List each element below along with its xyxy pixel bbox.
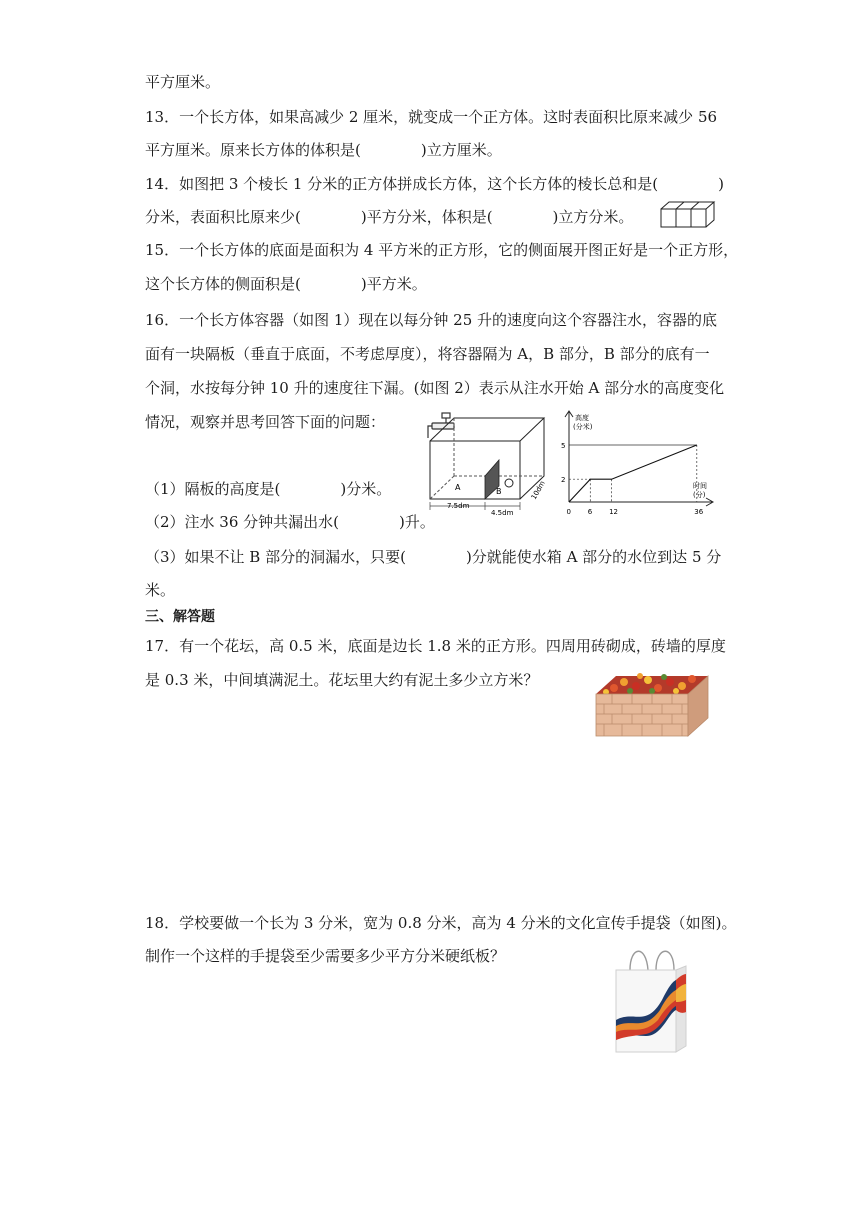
question-16-line1: 16．一个长方体容器（如图 1）现在以每分钟 25 升的速度向这个容器注水，容器的底 [145,311,718,329]
height-time-chart [557,406,717,516]
question-16-line4: 情况，观察并思考回答下面的问题： [145,413,386,431]
dimension-b: 4.5dm [491,509,514,517]
question-16-sub2: （2）注水 36 分钟共漏出水( )升。 [145,513,435,531]
question-16-line3: 个洞，水按每分钟 10 升的速度往下漏。(如图 2）表示从注水开始 A 部分水的高度变化 [145,379,725,397]
flower-bed-illustration [592,664,710,738]
leak-hole [505,479,513,487]
continuation-text: 平方厘米。 [145,73,221,91]
question-16-sub1: （1）隔板的高度是( )分米。 [145,480,392,498]
question-16-sub3: （3）如果不让 B 部分的洞漏水，只要( )分就能使水箱 A 部分的水位到达 5 分 [145,548,722,566]
question-14-line1: 14．如图把 3 个棱长 1 分米的正方体拼成长方体，这个长方体的棱长总和是( ) [145,175,724,193]
y-axis-unit: (分米) [573,423,593,431]
dimension-depth: 10dm [529,479,547,501]
question-13-line1: 13．一个长方体，如果高减少 2 厘米，就变成一个正方体。这时表面积比原来减少 56 [145,108,718,126]
x-axis-unit: (分) [693,491,706,499]
y-tick-label-5: 5 [561,442,566,450]
question-17-line1: 17．有一个花坛，高 0.5 米，底面是边长 1.8 米的正方形。四周用砖砌成，砖墙的厚度 [145,637,726,655]
question-15-line1: 15．一个长方体的底面是面积为 4 平方米的正方形，它的侧面展开图正好是一个正方形， [145,241,739,259]
y-axis-label: 高度 [575,414,589,422]
section-a-label: A [455,483,461,492]
x-tick-label-12: 12 [609,508,619,516]
x-axis-label: 时间 [693,482,707,490]
y-tick-label-2: 2 [561,476,566,485]
shopping-bag-illustration [606,940,692,1060]
section-heading: 三、解答题 [145,609,215,625]
series-line [569,445,697,502]
x-tick-label-0: 0 [566,508,571,516]
dimension-a: 7.5dm [447,502,470,510]
faucet-icon [428,413,454,438]
x-tick-label-6: 6 [587,508,593,516]
question-17-line2: 是 0.3 米，中间填满泥土。花坛里大约有泥土多少立方米？ [145,671,539,689]
question-13-line2: 平方厘米。原来长方体的体积是( )立方厘米。 [145,141,502,159]
question-18-line2: 制作一个这样的手提袋至少需要多少平方分米硬纸板？ [145,947,506,965]
x-tick-label-36: 36 [694,508,704,516]
question-15-line2: 这个长方体的侧面积是( )平方米。 [145,275,427,293]
three-cubes-figure [660,201,720,229]
question-16-sub3-cont: 米。 [145,581,176,599]
container-figure [425,408,555,518]
question-16-line2: 面有一块隔板（垂直于底面，不考虑厚度），将容器隔为 A，B 部分，B 部分的底有一 [145,345,710,363]
section-b-label: B [496,487,502,496]
question-18-line1: 18．学校要做一个长为 3 分米，宽为 0.8 分米，高为 4 分米的文化宣传手提袋（如图)。 [145,914,737,932]
question-14-line2: 分米，表面积比原来少( )平方分米，体积是( )立方分米。 [145,208,634,226]
